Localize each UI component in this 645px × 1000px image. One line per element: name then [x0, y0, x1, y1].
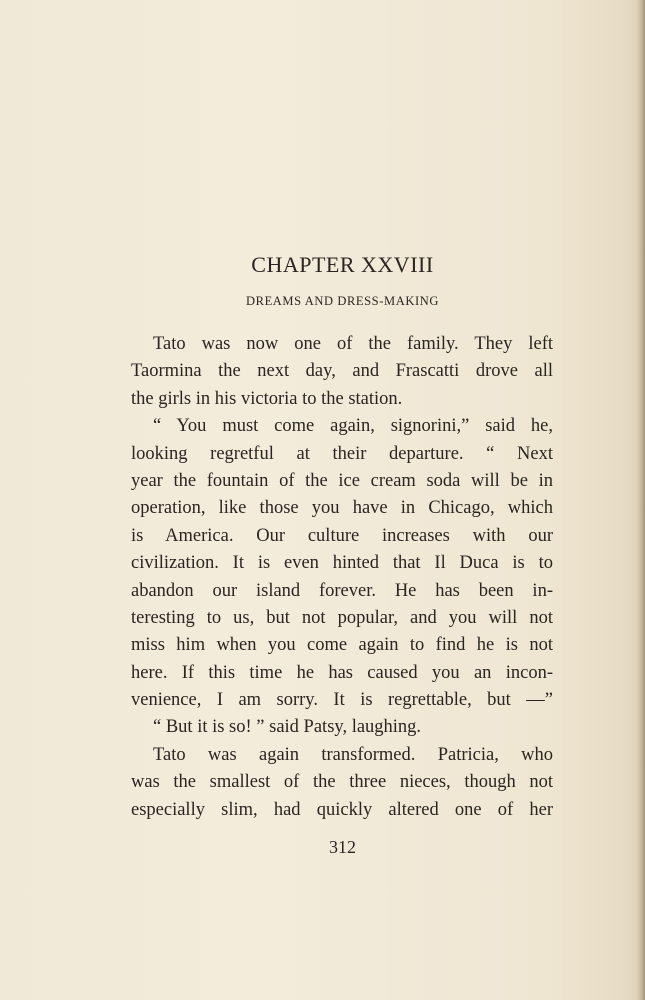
text-line: especially slim, had quickly altered one of her [131, 799, 553, 820]
text-line: Tato was now one of the family. They left [153, 334, 553, 354]
body-text [131, 331, 553, 824]
text-line: “ But it is so! ” said Patsy, laughing. [153, 717, 422, 738]
chapter-subtitle: DREAMS AND DRESS-MAKING [246, 294, 439, 308]
text-line: year the fountain of the ice cream soda will be in [131, 470, 553, 491]
text-line: was the smallest of the three nieces, though not [131, 772, 553, 793]
text-line: here. If this time he has caused you an incon- [131, 662, 553, 683]
text-line: is America. Our culture increases with our [131, 525, 553, 546]
text-line: Tato was again transformed. Patricia, who [153, 744, 553, 765]
chapter-heading: CHAPTER XXVIII [251, 252, 434, 277]
text-line: teresting to us, but not popular, and you will not [131, 607, 553, 628]
text-line: venience, I am sorry. It is regrettable, but —” [131, 690, 553, 711]
text-line: abandon our island forever. He has been in- [131, 580, 553, 601]
page-number: 312 [329, 837, 356, 857]
page-edge-shadow [637, 0, 645, 1000]
text-line: civilization. It is even hinted that Il Duca is to [131, 553, 553, 574]
text-line: miss him when you come again to find he is not [131, 635, 553, 656]
text-line: “ You must come again, signorini,” said he, [153, 416, 553, 437]
text-line: Taormina the next day, and Frascatti drove all [131, 361, 553, 382]
text-line: the girls in his victoria to the station. [131, 388, 403, 409]
text-line: operation, like those you have in Chicago, which [131, 498, 553, 519]
text-line: looking regretful at their departure. “ Next [131, 443, 553, 464]
